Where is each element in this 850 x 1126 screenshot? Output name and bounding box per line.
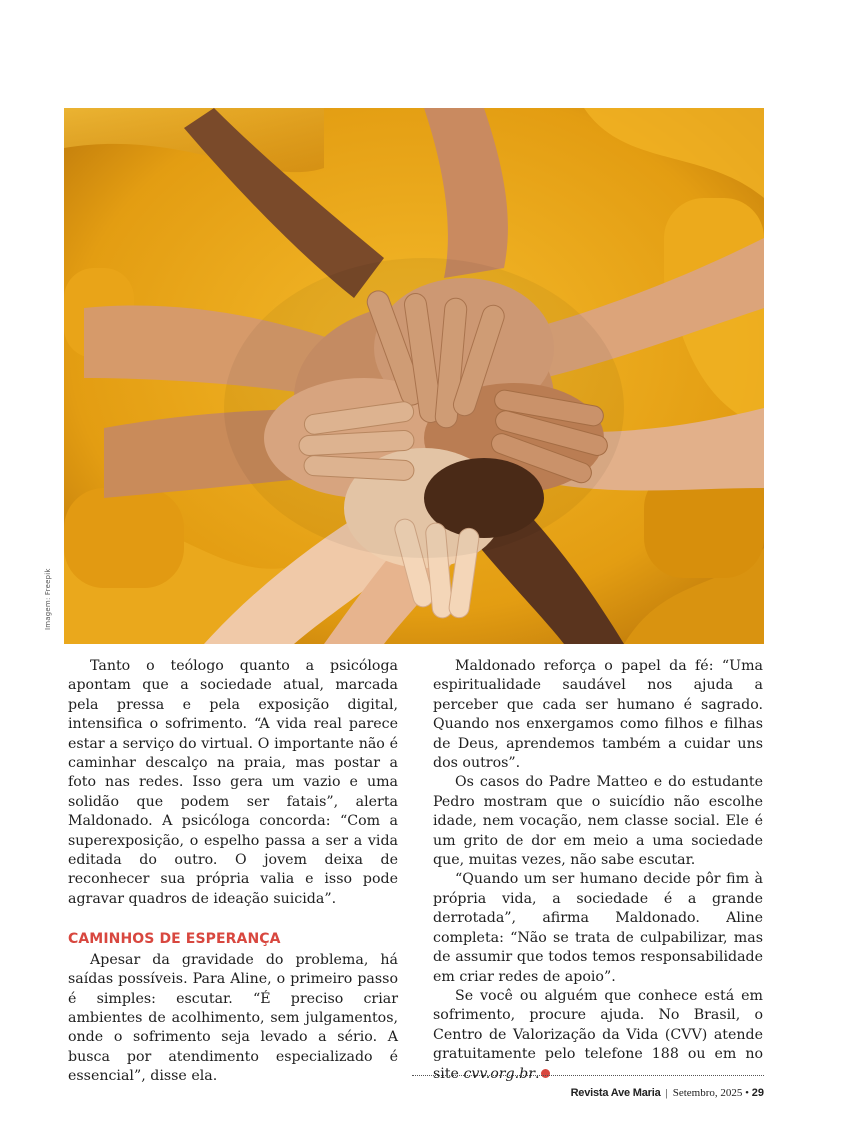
cvv-site-link[interactable]: cvv.org.br	[463, 1065, 536, 1082]
body-paragraph: “Quando um ser humano decide pôr fim à própria vida, a sociedade é a grande derrotada”, afirma Maldonado. Aline completa: “Não se trata de culpabilizar, mas de assumir que todos temos responsabilidade em criar redes de apoio”.	[433, 871, 763, 985]
footer-bullet: •	[745, 1087, 749, 1099]
issue-date: Setembro, 2025	[672, 1087, 743, 1099]
image-credit: Imagem: Freepik	[44, 568, 52, 630]
final-paragraph-text: Se você ou alguém que conhece está em sofrimento, procure ajuda. No Brasil, o Centro de Valorização da Vida (CVV) atende gratuitamente pelo telefone 188 ou em no site	[433, 987, 763, 1082]
body-paragraph: Os casos do Padre Matteo e do estudante Pedro mostram que o suicídio não escolhe idade, nem vocação, nem classe social. Ele é um grito de dor em meio a uma sociedade que, muitas vezes, não sabe escutar.	[433, 774, 763, 869]
page-number: 29	[751, 1087, 764, 1099]
body-paragraph-final	[433, 987, 763, 1084]
body-paragraph: Maldonado reforça o papel da fé: “Uma espiritualidade saudável nos ajuda a perceber que cada ser humano é sagrado. Quando nos enxergamos como filhos e filhas de Deus, aprendemos também a cuidar uns dos outros”.	[433, 658, 763, 772]
footer-divider	[412, 1075, 764, 1076]
page-footer	[571, 1087, 764, 1099]
right-column	[433, 657, 763, 1084]
body-paragraph: Apesar da gravidade do problema, há saídas possíveis. Para Aline, o primeiro passo é simples: escutar. “É preciso criar ambientes de acolhimento, sem julgamentos, onde o sofrimento seja levado a sério. A busca por atendimento especializado é essencial”, disse ela.	[68, 951, 398, 1085]
footer-separator: |	[665, 1087, 668, 1099]
section-heading: CAMINHOS DE ESPERANÇA	[68, 931, 281, 948]
magazine-name: Revista Ave Maria	[570, 1087, 661, 1099]
left-column	[68, 657, 398, 1087]
final-period: .	[535, 1065, 540, 1082]
hands-stacked-photo	[64, 108, 764, 644]
body-paragraph: Tanto o teólogo quanto a psicóloga apontam que a sociedade atual, marcada pela pressa e pela exposição digital, intensifica o sofrimento. “A vida real parece estar a serviço do virtual. O importante não é caminhar descalço na praia, mas postar a foto nas redes. Isso gera um vazio e uma solidão que podem ser fatais”, alerta Maldonado. A psicóloga concorda: “Com a superexposição, o espelho passa a ser a vida editada do outro. O jovem deixa de reconhecer sua própria valia e isso pode agravar quadros de ideação suicida”.	[68, 658, 398, 907]
end-mark-icon	[541, 1069, 550, 1078]
